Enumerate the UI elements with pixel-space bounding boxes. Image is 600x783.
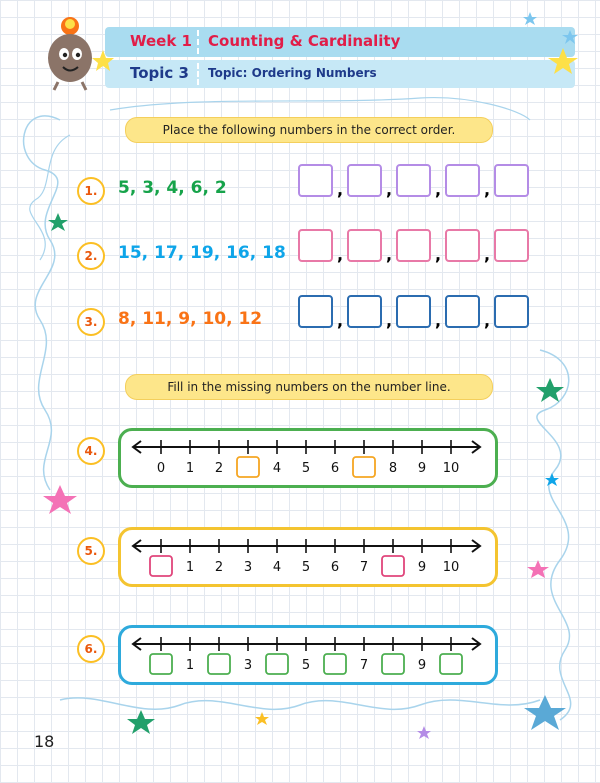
number-line-label: 5: [301, 461, 311, 476]
exercise-number: 2.: [77, 242, 105, 270]
comma-separator: ,: [385, 245, 393, 264]
number-line-label: 2: [214, 461, 224, 476]
exercise-number: 1.: [77, 177, 105, 205]
number-line-label: 3: [243, 560, 253, 575]
comma-separator: ,: [434, 311, 442, 330]
missing-number-box[interactable]: [208, 654, 230, 674]
missing-number-box[interactable]: [266, 654, 288, 674]
number-line-label: 9: [417, 560, 427, 575]
number-line-label: 5: [301, 560, 311, 575]
missing-number-box[interactable]: [382, 654, 404, 674]
instruction-banner: Place the following numbers in the correct order.: [125, 117, 493, 143]
page-number: 18: [34, 732, 55, 751]
missing-number-box[interactable]: [324, 654, 346, 674]
missing-number-box[interactable]: [382, 556, 404, 576]
instruction-banner: Fill in the missing numbers on the number line.: [125, 374, 493, 400]
exercise-number: 3.: [77, 308, 105, 336]
number-sequence: 5, 3, 4, 6, 2: [118, 178, 227, 198]
comma-separator: ,: [336, 245, 344, 264]
topic-label: Topic 3: [130, 64, 189, 82]
missing-number-box[interactable]: [150, 654, 172, 674]
number-line-label: 9: [417, 461, 427, 476]
number-sequence: 8, 11, 9, 10, 12: [118, 309, 263, 329]
number-line-label: 1: [185, 560, 195, 575]
comma-separator: ,: [483, 180, 491, 199]
number-line-label: 10: [442, 461, 460, 476]
number-line-label: 3: [243, 658, 253, 673]
comma-separator: ,: [385, 180, 393, 199]
number-line-label: 6: [330, 461, 340, 476]
number-line-label: 4: [272, 560, 282, 575]
number-line-label: 1: [185, 461, 195, 476]
missing-number-box[interactable]: [440, 654, 462, 674]
number-line-label: 0: [156, 461, 166, 476]
number-line-label: 7: [359, 658, 369, 673]
comma-separator: ,: [483, 311, 491, 330]
number-line-label: 7: [359, 560, 369, 575]
missing-number-box[interactable]: [353, 457, 375, 477]
comma-separator: ,: [336, 311, 344, 330]
comma-separator: ,: [434, 245, 442, 264]
comma-separator: ,: [483, 245, 491, 264]
comma-separator: ,: [385, 311, 393, 330]
missing-number-box[interactable]: [150, 556, 172, 576]
missing-number-box[interactable]: [237, 457, 259, 477]
topic-name: Topic: Ordering Numbers: [208, 66, 377, 80]
number-line-label: 6: [330, 560, 340, 575]
number-sequence: 15, 17, 19, 16, 18: [118, 243, 286, 263]
exercise-number: 4.: [77, 437, 105, 465]
exercise-number: 5.: [77, 537, 105, 565]
number-line-label: 5: [301, 658, 311, 673]
week-label: Week 1: [130, 32, 192, 50]
number-line-label: 2: [214, 560, 224, 575]
comma-separator: ,: [434, 180, 442, 199]
number-line-label: 10: [442, 560, 460, 575]
number-line-label: 4: [272, 461, 282, 476]
chapter-title: Counting & Cardinality: [208, 32, 401, 50]
comma-separator: ,: [336, 180, 344, 199]
exercise-number: 6.: [77, 635, 105, 663]
number-line-label: 9: [417, 658, 427, 673]
number-line-label: 1: [185, 658, 195, 673]
number-line-label: 8: [388, 461, 398, 476]
